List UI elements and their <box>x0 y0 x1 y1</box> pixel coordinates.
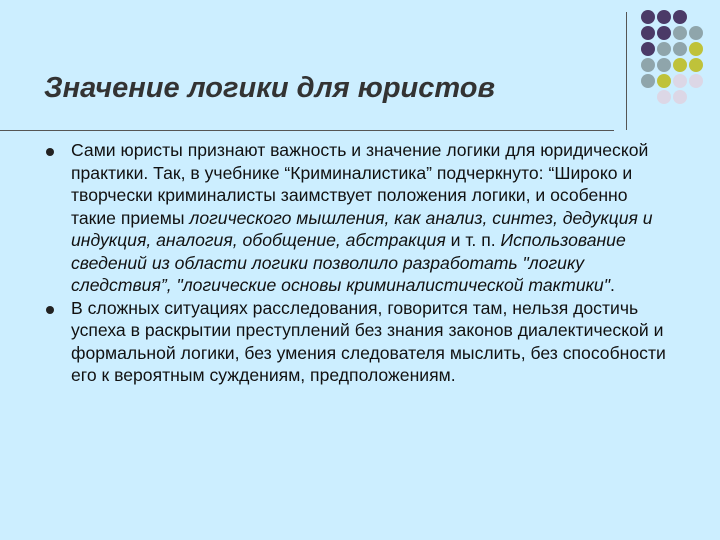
bullet-text <box>71 298 666 386</box>
decoration-dot <box>673 90 687 104</box>
decoration-dot <box>641 10 655 24</box>
bullet-text <box>71 140 653 295</box>
bullet-item-2 <box>46 297 666 387</box>
decoration-dot <box>673 42 687 56</box>
bullet-segment: и т. п. <box>445 230 501 250</box>
bullet-item-1 <box>46 139 666 297</box>
vertical-divider <box>626 12 627 130</box>
decoration-dot <box>689 26 703 40</box>
decoration-dot <box>641 58 655 72</box>
bullet-segment: . <box>609 275 615 295</box>
decoration-dot <box>657 90 671 104</box>
bullet-marker-icon <box>46 306 54 314</box>
decoration-dot <box>689 42 703 56</box>
title-divider <box>0 130 614 131</box>
decoration-dot <box>657 10 671 24</box>
decoration-dot <box>657 58 671 72</box>
bullet-marker-icon <box>46 148 54 156</box>
decoration-dot <box>657 42 671 56</box>
decoration-dot <box>673 58 687 72</box>
bullet-segment: Сами юристы признают важность и значение логики для юридической практики. Так, в учебнике “Криминалистика” подчеркнуто: “Широко и творчески криминалисты заимствует положения логики, и особенно такие приемы <box>71 140 649 228</box>
decoration-dot <box>641 42 655 56</box>
decoration-dot <box>641 26 655 40</box>
decoration-dot <box>657 74 671 88</box>
decoration-dot <box>673 74 687 88</box>
decoration-dot <box>673 26 687 40</box>
decoration-dot <box>673 10 687 24</box>
decoration-dot <box>689 58 703 72</box>
decoration-dot <box>641 74 655 88</box>
bullet-segment-italic: логического мышления, как анализ, синтез, дедукция и индукция, аналогия, обобщение, абстракция <box>71 207 653 250</box>
decoration-dot <box>657 26 671 40</box>
bullet-segment: В сложных ситуациях расследования, говорится там, нельзя достичь успеха в раскрытии преступлений без знания законов диалектической и формальной логики, без умения следователя мыслить, без способности его к вероятным суждениям, предположениям. <box>71 297 666 385</box>
decoration-dot <box>689 74 703 88</box>
bullet-list <box>46 139 666 387</box>
bullet-segment-italic: Использование сведений из области логики позволило разработать "логику следствия”, "логические основы криминалистической тактики" <box>71 230 626 295</box>
slide-title: Значение логики для юристов <box>44 72 496 104</box>
